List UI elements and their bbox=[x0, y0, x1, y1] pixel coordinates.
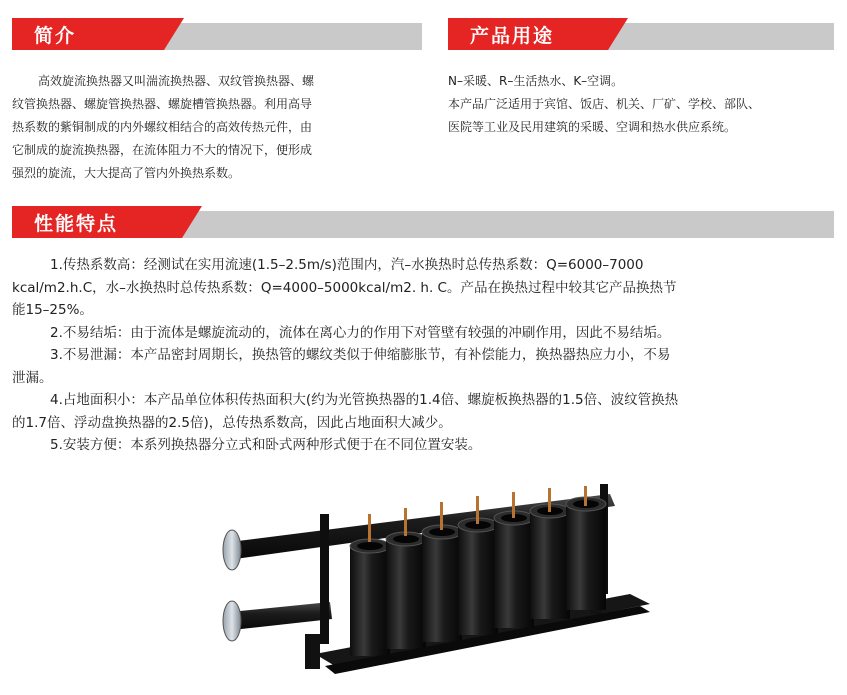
lower-flange bbox=[223, 601, 241, 641]
cylinder-group bbox=[350, 486, 606, 656]
intro-line: 高效旋流换热器又叫湍流换热器、双纹管换热器、螺 bbox=[38, 74, 315, 88]
feature-line: 1.传热系数高：经测试在实用流速(1.5–2.5m/s)范围内，汽–水换热时总传热系数：Q=6000–7000 bbox=[50, 257, 644, 273]
features-header bbox=[12, 202, 834, 240]
upper-flange bbox=[223, 530, 241, 570]
feature-line: 能15–25%。 bbox=[12, 302, 93, 318]
heat-exchanger-illustration bbox=[210, 484, 660, 689]
usage-line: 本产品广泛适用于宾馆、饭店、机关、厂矿、学校、部队、 bbox=[448, 97, 761, 111]
features-list bbox=[12, 254, 834, 457]
usage-line: N–采暖、R–生活热水、K–空调。 bbox=[448, 74, 624, 88]
feature-line: 的1.7倍、浮动盘换热器的2.5倍)，总传热系数高，因此占地面积大减少。 bbox=[12, 414, 452, 431]
feature-line: 3.不易泄漏：本产品密封周期长，换热管的螺纹类似于伸缩膨胀节，有补偿能力，换热器热应力小，不易 bbox=[50, 347, 671, 363]
intro-line: 它制成的旋流换热器，在流体阻力不大的情况下，便形成 bbox=[12, 143, 313, 157]
feature-item bbox=[12, 254, 834, 322]
lower-header-pipe bbox=[230, 602, 332, 630]
intro-title: 简介 bbox=[34, 25, 77, 47]
feature-item bbox=[12, 344, 834, 389]
intro-header bbox=[12, 14, 422, 52]
intro-line: 纹管换热器、螺旋管换热器、螺旋槽管换热器。利用高导 bbox=[12, 97, 313, 111]
feature-item bbox=[12, 434, 834, 457]
product-image bbox=[210, 484, 660, 689]
feature-item bbox=[12, 389, 834, 434]
usage-header bbox=[448, 14, 834, 52]
intro-line: 热系数的紫铜制成的内外螺纹相结合的高效传热元件，由 bbox=[12, 120, 313, 134]
intro-line: 强烈的旋流，大大提高了管内外换热系数。 bbox=[12, 166, 241, 180]
feature-line: 4.占地面积小：本产品单位体积传热面积大(约为光管换热器的1.4倍、螺旋板换热器的1.5倍、波纹管换热 bbox=[50, 392, 679, 408]
usage-text bbox=[448, 70, 838, 139]
feature-line: 2.不易结垢：由于流体是螺旋流动的，流体在离心力的作用下对管壁有较强的冲刷作用，因此不易结垢。 bbox=[50, 324, 671, 341]
feature-line: kcal/m2.h.C，水–水换热时总传热系数：Q=4000–5000kcal/m2. h. C。产品在换热过程中较其它产品换热节 bbox=[12, 279, 677, 296]
usage-line: 医院等工业及民用建筑的采暖、空调和热水供应系统。 bbox=[448, 120, 737, 134]
cylinder bbox=[566, 486, 606, 610]
feature-line: 5.安装方便：本系列换热器分立式和卧式两种形式便于在不同位置安装。 bbox=[50, 437, 482, 453]
frame-leg bbox=[305, 634, 320, 669]
frame-post bbox=[320, 514, 329, 644]
cylinder bbox=[530, 488, 570, 619]
feature-line: 泄漏。 bbox=[12, 369, 53, 386]
intro-text bbox=[12, 70, 412, 185]
usage-title: 产品用途 bbox=[470, 25, 555, 47]
feature-item bbox=[12, 322, 834, 345]
features-title: 性能特点 bbox=[34, 213, 119, 235]
